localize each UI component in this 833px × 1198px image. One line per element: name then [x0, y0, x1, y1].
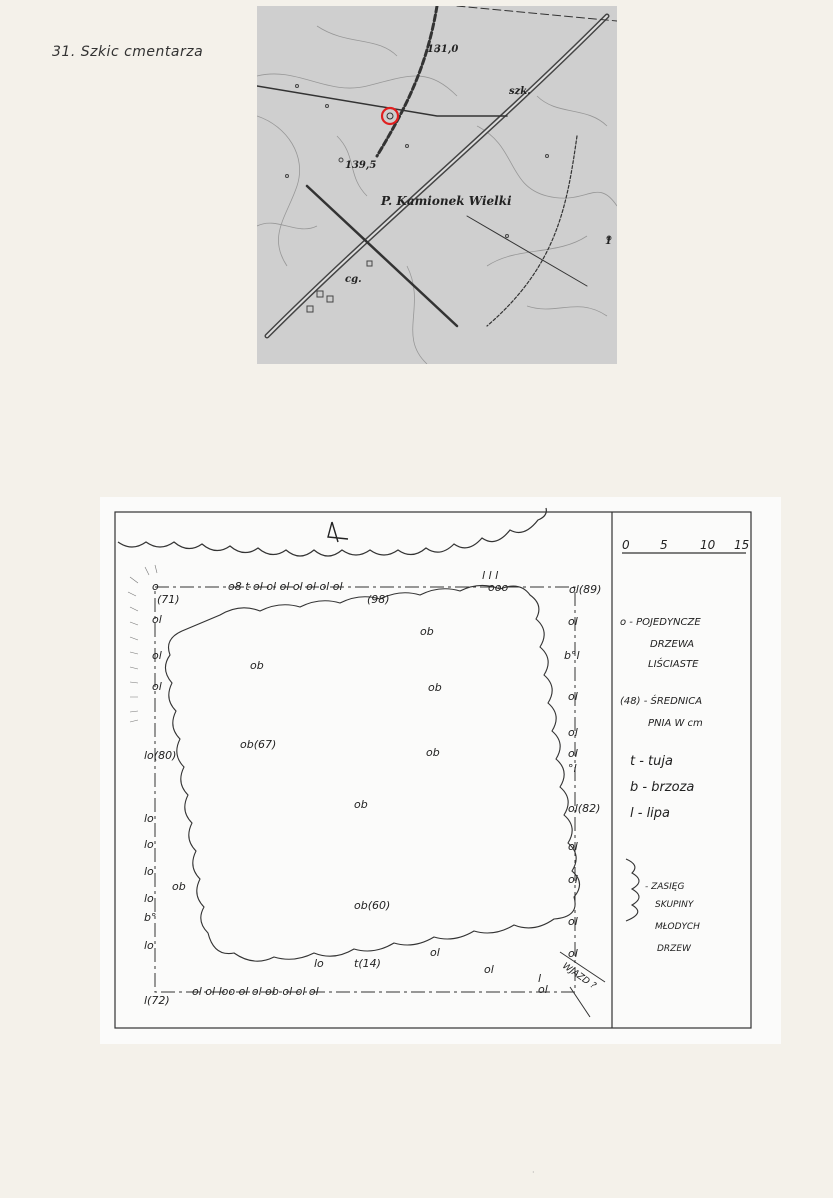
legend-single-trees-1: o - POJEDYNCZE: [620, 617, 701, 628]
legend-group-1: - ZASIĘG: [645, 882, 685, 892]
tree-right-4: ol: [568, 726, 578, 739]
map-village-label: P. Kamionek Wielki: [381, 194, 512, 208]
legend-thuja: t - tuja: [630, 754, 673, 769]
scale-label-0: 0: [622, 538, 630, 552]
tree-inner-67: ob(67): [240, 738, 277, 751]
map-height-139: 139,5: [345, 160, 377, 171]
tree-inner-7: ol: [430, 946, 440, 959]
tree-right-2: b°l: [564, 649, 580, 662]
tree-left-7: lo: [144, 892, 154, 905]
tree-left-6: lo: [144, 865, 154, 878]
tree-left-3: ol: [152, 680, 162, 693]
tree-inner-4: ob: [426, 746, 440, 759]
legend-diameter-2: PNIA W cm: [648, 718, 703, 729]
tree-top-98: (98): [367, 593, 390, 606]
tree-inner-9: ol: [484, 963, 494, 976]
map-edge-label: 1: [605, 236, 612, 247]
map-height-131: 131,0: [427, 44, 459, 55]
legend-single-trees-3: LIŚCIASTE: [648, 659, 699, 670]
scale-label-5: 5: [660, 538, 668, 552]
legend-group-4: DRZEW: [657, 944, 691, 954]
tree-right-8: ol: [568, 873, 578, 886]
topographic-map: [257, 6, 617, 364]
legend: [620, 617, 703, 954]
tree-row-bottom: ol ol loo ol ol ob ol ol ol: [192, 985, 319, 998]
tree-left-8: b°: [144, 911, 157, 924]
tree-tl-71: (71): [157, 593, 180, 606]
tree-left-5: lo: [144, 838, 154, 851]
figure-caption: 31. Szkic cmentarza: [52, 44, 204, 60]
tree-inner-2: ob: [250, 659, 264, 672]
north-arrow: [328, 522, 348, 542]
map-school-label: szk.: [509, 86, 531, 97]
tree-right-7: ol: [568, 840, 578, 853]
tree-right-5: ol: [568, 747, 578, 760]
legend-single-trees-2: DRZEWA: [650, 639, 695, 650]
tree-inner-3: ob: [428, 681, 442, 694]
tree-top-lll: l l l: [482, 569, 499, 582]
tree-labels: [144, 569, 601, 1007]
legend-group-2: SKUPINY: [655, 900, 694, 910]
cemetery-marker: [382, 108, 398, 124]
tree-right-1: ol: [568, 615, 578, 628]
tree-left-1: ol: [152, 613, 162, 626]
scale-label-15: 15: [734, 538, 750, 552]
legend-linden: l - lipa: [630, 806, 671, 821]
tree-left-9: lo: [144, 939, 154, 952]
map-cemetery-label: cg.: [345, 274, 362, 285]
tree-inner-5: ob: [354, 798, 368, 811]
scale-label-10: 10: [700, 538, 716, 552]
tree-inner-8: lo: [314, 957, 324, 970]
tree-inner-60: ob(60): [354, 899, 391, 912]
legend-birch: b - brzoza: [630, 780, 695, 795]
tree-right-9: ol: [568, 915, 578, 928]
page-mark: ·: [532, 1168, 535, 1177]
roads: [257, 6, 617, 336]
legend-scallop-symbol: [626, 859, 639, 921]
tree-top-ooo: ooo: [488, 581, 509, 594]
tree-inner-6: ob: [172, 880, 186, 893]
tree-left-72: l(72): [144, 994, 170, 1007]
tree-right-11: ol: [538, 983, 548, 996]
tree-inner-1: ob: [420, 625, 434, 638]
legend-diameter-1: (48) - ŚREDNICA: [620, 696, 703, 707]
tree-right-6: °l: [568, 762, 577, 775]
tree-right-82: ol(82): [568, 802, 601, 815]
cemetery-sketch: [100, 497, 781, 1044]
tree-left-80: lo(80): [144, 749, 177, 762]
tree-right-10: ol: [568, 947, 578, 960]
tree-tl-o: o: [152, 580, 159, 593]
cemetery-boundary: [155, 587, 575, 992]
tree-inner-14: t(14): [354, 957, 381, 970]
entrance-label: WJAZD ?: [560, 961, 598, 992]
tree-left-4: lo: [144, 812, 154, 825]
scale-bar: [622, 538, 749, 553]
tree-right-3: ol: [568, 690, 578, 703]
tree-left-2: ol: [152, 649, 162, 662]
tree-bottom-l: l: [538, 972, 542, 985]
tree-tr-89: ol(89): [569, 583, 602, 596]
legend-group-3: MŁODYCH: [655, 922, 700, 932]
north-scalloped-edge: [118, 508, 546, 556]
tree-row-top: o8 t ol ol ol ol ol ol ol: [228, 580, 343, 593]
